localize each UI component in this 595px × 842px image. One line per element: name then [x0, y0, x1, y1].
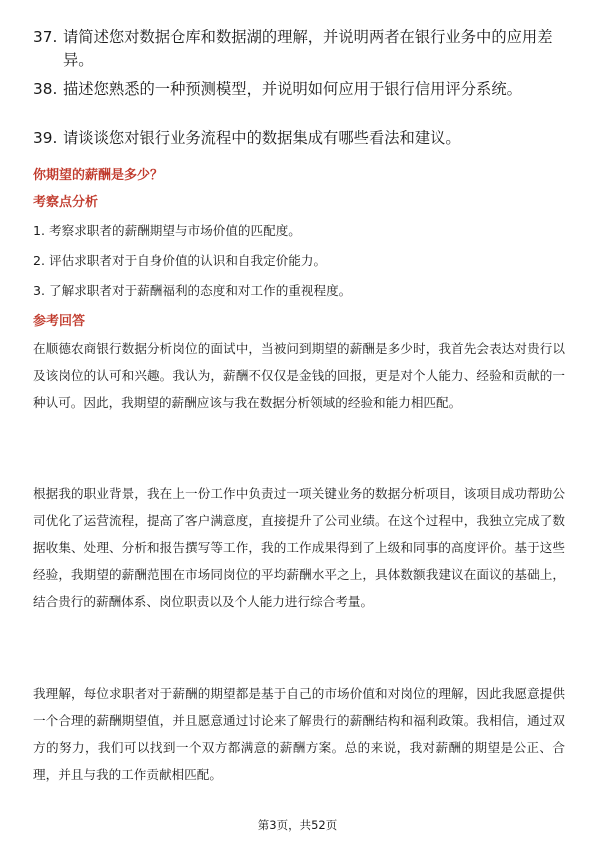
- answer-heading: 参考回答: [33, 314, 86, 329]
- section-question-heading: 你期望的薪酬是多少？: [33, 168, 164, 183]
- question-text: 描述您熟悉的一种预测模型，并说明如何应用于银行信用评分系统。: [63, 80, 522, 98]
- answer-paragraph: 我理解，每位求职者对于薪酬的期望都是基于自己的市场价值和对岗位的理解，因此我愿意提供一个合理的薪酬期望值，并且愿意通过讨论来了解贵行的薪酬结构和福利政策。我相信，通过双方的努力，我们可以找到一个双方都满意的薪酬方案。总的来说，我对薪酬的期望是公正、合理，并且与我的工作贡献相匹配。: [33, 686, 565, 782]
- question-text: 请简述您对数据仓库和数据湖的理解，并说明两者在银行业务中的应用差异。: [63, 28, 553, 69]
- question-number: 37.: [33, 28, 58, 46]
- question-text: 请谈谈您对银行业务流程中的数据集成有哪些看法和建议。: [63, 129, 461, 147]
- question-39: [33, 127, 563, 150]
- analysis-heading: 考察点分析: [33, 195, 99, 210]
- question-number: 38.: [33, 80, 58, 98]
- answer-paragraph: 根据我的职业背景，我在上一份工作中负责过一项关键业务的数据分析项目，该项目成功帮助公司优化了运营流程，提高了客户满意度，直接提升了公司业绩。在这个过程中，我独立完成了数据收集、处理、分析和报告撰写等工作，我的工作成果得到了上级和同事的高度评价。基于这些经验，我期望的薪酬范围在市场同岗位的平均薪酬水平之上，具体数额我建议在面议的基础上，结合贵行的薪酬体系、岗位职责以及个人能力进行综合考量。: [33, 486, 565, 609]
- question-37: [33, 26, 563, 72]
- analysis-item: 1. 考察求职者的薪酬期望与市场价值的匹配度。: [33, 223, 301, 238]
- analysis-item: 2. 评估求职者对于自身价值的认识和自我定价能力。: [33, 253, 327, 268]
- question-number: 39.: [33, 129, 58, 147]
- question-38: [33, 78, 563, 101]
- answer-paragraph: 在顺德农商银行数据分析岗位的面试中，当被问到期望的薪酬是多少时，我首先会表达对贵行以及该岗位的认可和兴趣。我认为，薪酬不仅仅是金钱的回报，更是对个人能力、经验和贡献的一种认可。因此，我期望的薪酬应该与我在数据分析领域的经验和能力相匹配。: [33, 341, 565, 410]
- analysis-item: 3. 了解求职者对于薪酬福利的态度和对工作的重视程度。: [33, 283, 352, 298]
- page-footer: 第3页，共52页: [257, 818, 338, 832]
